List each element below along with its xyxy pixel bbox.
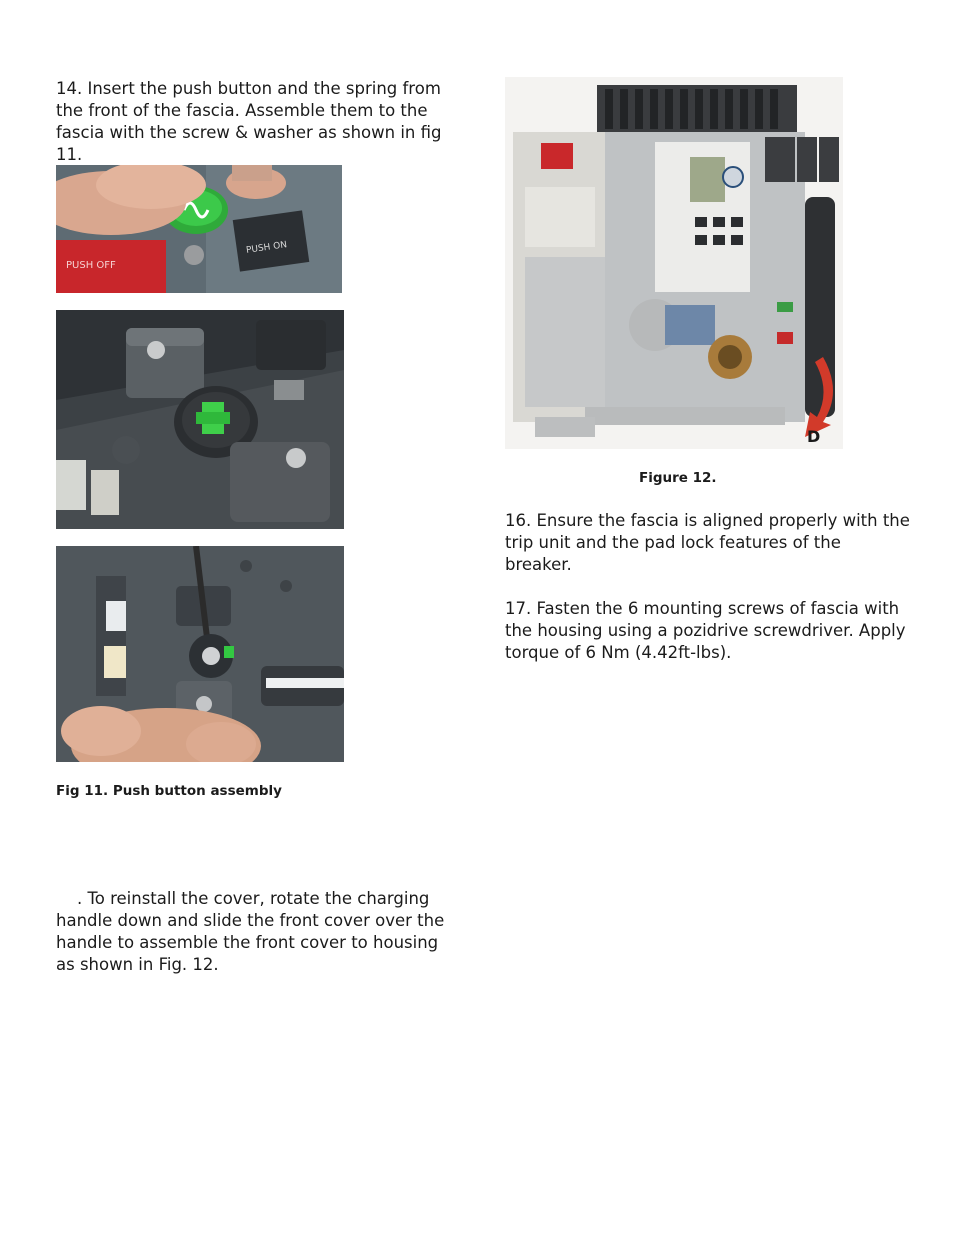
- fig-11-caption: Fig 11. Push button assembly: [56, 783, 282, 799]
- push-on-label: PUSH ON: [245, 240, 288, 256]
- step-14-text: 14. Insert the push button and the spring from the front of the fascia. Assemble them to the fascia with the screw & washer as shown in fig 11.: [56, 79, 442, 164]
- breaker-figure-12: [505, 77, 843, 449]
- push-button-photo-1: [56, 165, 342, 293]
- push-button-photo-2: [56, 310, 344, 529]
- push-button-photo-3: [56, 546, 344, 762]
- figure-12-caption: Figure 12.: [639, 470, 717, 486]
- step-15-text: . To reinstall the cover, rotate the charging handle down and slide the front cover over the handle to assemble the front cover to housing as shown in Fig. 12.: [56, 889, 450, 974]
- push-off-label: PUSH OFF: [66, 260, 116, 271]
- step-16-text: 16. Ensure the fascia is aligned properly with the trip unit and the pad lock features of the breaker.: [505, 511, 910, 574]
- figure-12-marker-d: D: [807, 427, 821, 446]
- step-17-text: 17. Fasten the 6 mounting screws of fascia with the housing using a pozidrive screwdriver. Apply torque of 6 Nm (4.42ft-lbs).: [505, 599, 906, 662]
